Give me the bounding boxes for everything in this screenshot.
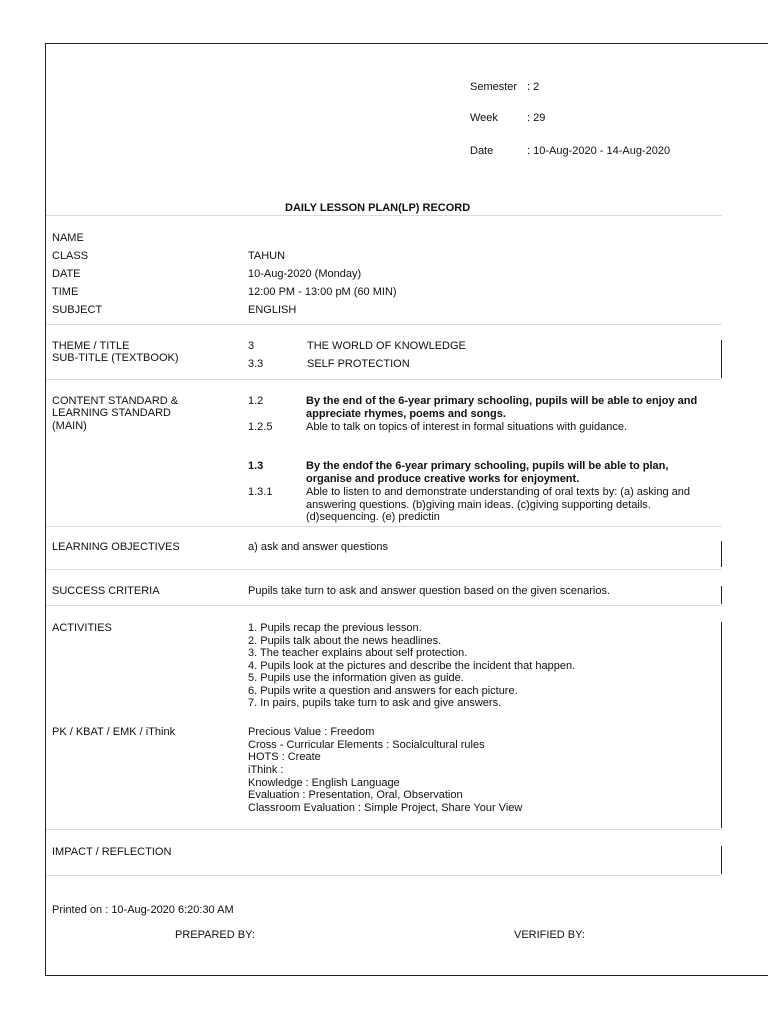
section-bar xyxy=(721,340,722,378)
standard-text: By the end of the 6-year primary schooling, pupils will be able to enjoy and appreciate rhymes, poems and songs. xyxy=(306,395,698,420)
class-label: CLASS xyxy=(52,250,89,262)
standard-text: By the endof the 6-year primary schooling, pupils will be able to plan, organise and produce creative works for enjoyment. xyxy=(306,460,669,485)
prepared-by-label: PREPARED BY: xyxy=(175,929,255,941)
theme-value: THE WORLD OF KNOWLEDGE xyxy=(307,340,466,352)
date-value: 10-Aug-2020 (Monday) xyxy=(248,268,362,280)
page-border-left xyxy=(45,43,46,976)
objectives-value: a) ask and answer questions xyxy=(248,541,389,553)
section-bar xyxy=(721,622,722,828)
time-value: 12:00 PM - 13:00 pM (60 MIN) xyxy=(248,286,397,298)
verified-by-label: VERIFIED BY: xyxy=(514,929,585,941)
semester-label: Semester xyxy=(470,81,518,93)
pk-item: Cross - Curricular Elements : Socialcultural rules xyxy=(248,739,485,751)
objectives-label: LEARNING OBJECTIVES xyxy=(52,541,180,553)
subtitle-number: 3.3 xyxy=(248,358,264,370)
subtitle-label: SUB-TITLE (TEXTBOOK) xyxy=(52,352,179,364)
pk-item: Classroom Evaluation : Simple Project, Share Your View xyxy=(248,802,523,814)
activity-item: 7. In pairs, pupils take turn to ask and give answers. xyxy=(248,697,502,709)
page-border-bottom xyxy=(45,975,768,976)
date-range-value: : 10-Aug-2020 - 14-Aug-2020 xyxy=(527,145,671,157)
activities-label: ACTIVITIES xyxy=(52,622,112,634)
divider xyxy=(46,829,722,830)
activity-item: 5. Pupils use the information given as guide. xyxy=(248,672,464,684)
subject-label: SUBJECT xyxy=(52,304,103,316)
week-value: : 29 xyxy=(527,112,546,124)
divider xyxy=(46,526,722,527)
printed-on: Printed on : 10-Aug-2020 6:20:30 AM xyxy=(52,904,234,916)
subject-value: ENGLISH xyxy=(248,304,297,316)
standard-code: 1.3 xyxy=(248,460,264,472)
success-criteria-value: Pupils take turn to ask and answer question based on the given scenarios. xyxy=(248,585,611,597)
activity-item: 2. Pupils talk about the news headlines. xyxy=(248,635,442,647)
standard-code: 1.3.1 xyxy=(248,486,273,498)
semester-value: : 2 xyxy=(527,81,540,93)
theme-label: THEME / TITLE xyxy=(52,340,130,352)
divider xyxy=(46,215,722,216)
name-label: NAME xyxy=(52,232,84,244)
subtitle-value: SELF PROTECTION xyxy=(307,358,410,370)
date-label: DATE xyxy=(52,268,81,280)
activity-item: 1. Pupils recap the previous lesson. xyxy=(248,622,422,634)
section-bar xyxy=(721,541,722,567)
activity-item: 6. Pupils write a question and answers for each picture. xyxy=(248,685,518,697)
pk-item: iThink : xyxy=(248,764,284,776)
divider xyxy=(46,569,722,570)
pk-kbat-label: PK / KBAT / EMK / iThink xyxy=(52,726,176,738)
divider xyxy=(46,875,722,876)
standard-text: Able to talk on topics of interest in formal situations with guidance. xyxy=(306,421,628,433)
time-label: TIME xyxy=(52,286,79,298)
date-range-label: Date xyxy=(470,145,494,157)
divider xyxy=(46,324,722,325)
content-standard-label: CONTENT STANDARD & xyxy=(52,395,179,407)
pk-item: Evaluation : Presentation, Oral, Observation xyxy=(248,789,463,801)
page-border-top xyxy=(45,43,768,44)
standard-text: Able to listen to and demonstrate understanding of oral texts by: (a) asking and answering questions. (b)giving main ideas. (c)giving supporting details. (d)sequencing. (e) predictin xyxy=(306,486,691,523)
pk-item: Knowledge : English Language xyxy=(248,777,400,789)
learning-standard-label: LEARNING STANDARD xyxy=(52,407,171,419)
main-label: (MAIN) xyxy=(52,420,87,432)
activity-item: 3. The teacher explains about self protection. xyxy=(248,647,468,659)
divider xyxy=(46,605,722,606)
impact-reflection-label: IMPACT / REFLECTION xyxy=(52,846,172,858)
pk-item: HOTS : Create xyxy=(248,751,321,763)
standard-code: 1.2.5 xyxy=(248,421,273,433)
pk-item: Precious Value : Freedom xyxy=(248,726,375,738)
activity-item: 4. Pupils look at the pictures and describe the incident that happen. xyxy=(248,660,576,672)
theme-number: 3 xyxy=(248,340,255,352)
page-title: DAILY LESSON PLAN(LP) RECORD xyxy=(285,202,471,214)
section-bar xyxy=(721,846,722,874)
standard-code: 1.2 xyxy=(248,395,264,407)
week-label: Week xyxy=(470,112,498,124)
success-criteria-label: SUCCESS CRITERIA xyxy=(52,585,160,597)
class-value: TAHUN xyxy=(248,250,286,262)
section-bar xyxy=(721,586,722,604)
divider xyxy=(46,379,722,380)
